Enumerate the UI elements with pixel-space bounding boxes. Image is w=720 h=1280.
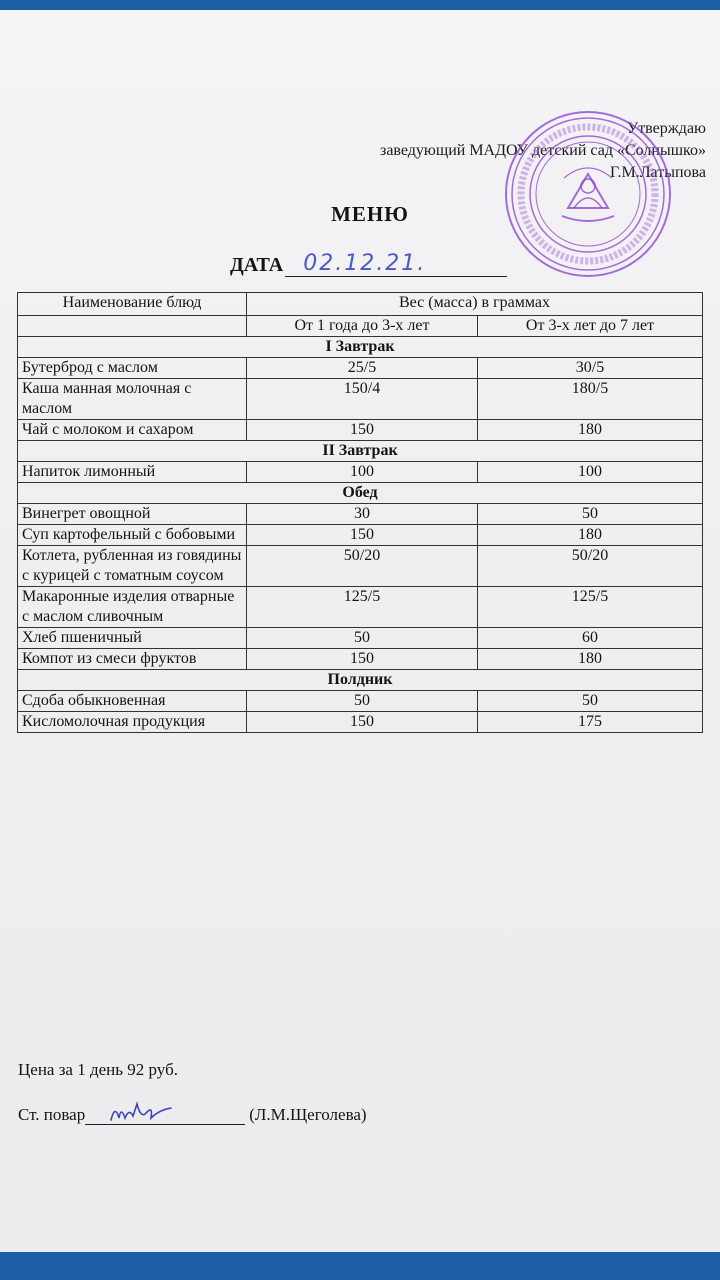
weight-age-1: 150 [247,525,478,546]
weight-age-1: 50 [247,628,478,649]
section-title: II Завтрак [18,441,703,462]
section-title: Обед [18,483,703,504]
table-row [18,628,703,649]
cook-signature-row [18,1102,367,1125]
weight-age-2: 60 [478,628,703,649]
dish-name: Хлеб пшеничный [18,628,247,649]
cook-name: (Л.М.Щеголева) [249,1105,367,1124]
dish-name: Котлета, рубленная из говядины с курицей с томатным соусом [18,546,247,587]
official-stamp-icon [502,108,674,280]
section-row [18,441,703,462]
table-row [18,525,703,546]
weight-age-2: 180/5 [478,379,703,420]
weight-age-1: 25/5 [247,358,478,379]
section-title: I Завтрак [18,337,703,358]
table-row [18,587,703,628]
weight-age-1: 100 [247,462,478,483]
menu-table [17,292,703,733]
weight-age-1: 150 [247,420,478,441]
weight-age-1: 30 [247,504,478,525]
page-title: МЕНЮ [331,202,409,226]
dish-name: Компот из смеси фруктов [18,649,247,670]
table-header-row [18,293,703,316]
weight-age-1: 150 [247,712,478,733]
weight-age-2: 100 [478,462,703,483]
dish-name: Кисломолочная продукция [18,712,247,733]
header-age-2: От 3-х лет до 7 лет [478,316,703,337]
table-row [18,504,703,525]
dish-name: Макаронные изделия отварные с маслом сливочным [18,587,247,628]
weight-age-2: 50 [478,504,703,525]
table-row [18,649,703,670]
weight-age-1: 150/4 [247,379,478,420]
table-row [18,358,703,379]
header-dish: Наименование блюд [18,293,247,316]
section-row [18,483,703,504]
date-label: ДАТА [230,254,284,276]
weight-age-2: 30/5 [478,358,703,379]
table-row [18,462,703,483]
header-blank [18,316,247,337]
approval-line-2: заведующий МАДОУ детский сад «Солнышко» [380,142,706,159]
cook-signature-line [85,1102,245,1125]
weight-age-2: 50/20 [478,546,703,587]
handwritten-signature-icon [107,1100,177,1126]
approval-line-3: Г.М.Латыпова [610,164,706,181]
weight-age-1: 150 [247,649,478,670]
date-row [230,252,507,277]
approval-line-1: Утверждаю [626,120,706,137]
weight-age-2: 180 [478,649,703,670]
weight-age-2: 175 [478,712,703,733]
section-row [18,337,703,358]
section-title: Полдник [18,670,703,691]
weight-age-1: 50/20 [247,546,478,587]
table-row [18,420,703,441]
table-row [18,712,703,733]
header-age-1: От 1 года до 3-х лет [247,316,478,337]
section-row [18,670,703,691]
table-subheader-row [18,316,703,337]
dish-name: Суп картофельный с бобовыми [18,525,247,546]
menu-sheet [0,10,720,1252]
dish-name: Винегрет овощной [18,504,247,525]
dish-name: Каша манная молочная с маслом [18,379,247,420]
weight-age-2: 180 [478,420,703,441]
cook-label: Ст. повар [18,1105,86,1124]
header-weight: Вес (масса) в граммах [247,293,703,316]
dish-name: Сдоба обыкновенная [18,691,247,712]
dish-name: Напиток лимонный [18,462,247,483]
date-value: 02.12.21. [303,251,427,276]
price-per-day: Цена за 1 день 92 руб. [18,1060,178,1079]
dish-name: Бутерброд с маслом [18,358,247,379]
table-row [18,691,703,712]
weight-age-1: 125/5 [247,587,478,628]
dish-name: Чай с молоком и сахаром [18,420,247,441]
weight-age-1: 50 [247,691,478,712]
weight-age-2: 180 [478,525,703,546]
date-field [285,252,507,277]
table-row [18,379,703,420]
weight-age-2: 50 [478,691,703,712]
table-row [18,546,703,587]
weight-age-2: 125/5 [478,587,703,628]
